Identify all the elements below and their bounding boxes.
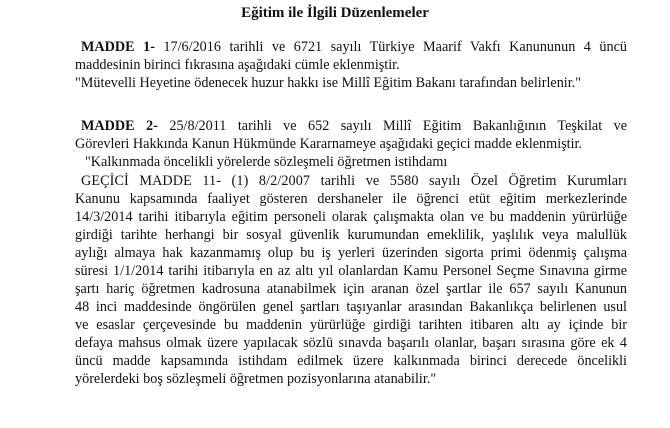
body-line: Kanunu kapsamında faaliyet gösteren dershaneler ile öğrenci etüt eğitim merkezlerinde (75, 191, 627, 207)
article1-line1-text: 17/6/2016 tarihli ve 6721 sayılı Türkiye Maarif Vakfı Kanununun 4 üncü (154, 39, 627, 55)
document-title: Eğitim ile İlgili Düzenlemeler (241, 5, 429, 21)
body-line: defaya mahsus olmak üzere yapılacak sözlü sınavda başarılı olanlar, başarı sırasına göre ek 4 (75, 335, 627, 351)
body-line: şartı hariç öğretmen kadrosuna atanabilmek için aranan özel şartlar ile 657 sayılı Kanunun (75, 281, 627, 297)
article1-line2: maddesinin birinci fıkrasına aşağıdaki cümle eklenmiştir. (75, 57, 400, 73)
body-line: aylığı almaya hak kazanmamış olup bu iş yerleri üzerinden sigorta primi ödenmiş çalışma (75, 245, 627, 261)
article2-line1-text: 25/8/2011 tarihli ve 652 sayılı Millî Eğitim Bakanlığının Teşkilat ve (157, 118, 627, 134)
body-line: 14/3/2014 tarihi itibarıyla eğitim personeli olarak çalışmakta olan ve bu maddenin yürürlüğe (75, 209, 627, 225)
article2-line3: "Kalkınmada öncelikli yörelerde sözleşmeli öğretmen istihdamı (85, 154, 448, 170)
article2-line2: Görevleri Hakkında Kanun Hükmünde Kararnameye aşağıdaki geçici madde eklenmiştir. (75, 136, 583, 152)
body-line: 48 inci maddesinde öngörülen genel şartları taşıyanlar arasından Bakanlıkça belirlenen usul (75, 299, 627, 315)
body-line: ve esaslar çerçevesinde bu maddenin yürürlüğe girdiği tarihten itibaren altı ay içinde bir (75, 317, 627, 333)
body-line: GEÇİCİ MADDE 11- (1) 8/2/2007 tarihli ve 5580 sayılı Özel Öğretim Kurumları (81, 173, 627, 189)
body-line: üncü madde kapsamında istihdam edilmek üzere kalkınmada birinci derecede öncelikli (75, 353, 627, 369)
body-line: süresi 1/1/2014 tarihi itibarıyla en az altı yıl olanlardan Kamu Personel Seçme Sınavına girme (75, 263, 627, 279)
body-line-last: yörelerdeki boş sözleşmeli öğretmen pozisyonlarına atanabilir." (75, 371, 437, 387)
article1-heading: MADDE 1- (81, 39, 155, 55)
article2-heading: MADDE 2- (81, 118, 158, 134)
article1-line3: "Mütevelli Heyetine ödenecek huzur hakkı ise Millî Eğitim Bakanı tarafından belirlenir." (75, 75, 582, 91)
article2-first-line (81, 117, 627, 135)
body-line: girdiği tarihte herhangi bir sosyal güvenlik kurumundan emeklilik, yaşlılık veya malullük (75, 227, 627, 243)
article1-first-line (81, 38, 627, 56)
